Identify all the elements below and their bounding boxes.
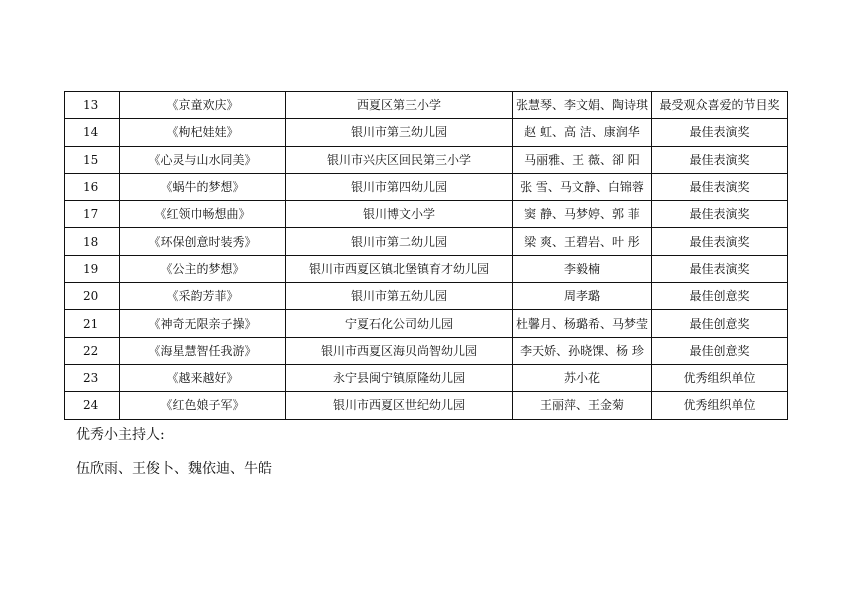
award-cell: 最佳表演奖 [652,201,788,228]
row-number-cell: 14 [65,119,120,146]
program-title-cell: 《采韵芳菲》 [120,283,286,310]
award-cell: 最佳创意奖 [652,283,788,310]
awards-table-body [65,92,788,420]
unit-cell: 银川博文小学 [286,201,513,228]
unit-cell: 银川市第三幼儿园 [286,119,513,146]
unit-cell: 银川市第四幼儿园 [286,173,513,200]
table-row [65,364,788,391]
unit-cell: 银川市西夏区世纪幼儿园 [286,392,513,419]
performers-cell: 张 雪、马文静、白锦蓉 [513,173,652,200]
award-cell: 优秀组织单位 [652,364,788,391]
award-cell: 最佳表演奖 [652,228,788,255]
award-cell: 最佳表演奖 [652,173,788,200]
row-number-cell: 13 [65,92,120,119]
unit-cell: 永宁县闽宁镇原隆幼儿园 [286,364,513,391]
program-title-cell: 《越来越好》 [120,364,286,391]
award-cell: 最佳表演奖 [652,146,788,173]
award-cell: 最佳创意奖 [652,310,788,337]
program-title-cell: 《神奇无限亲子操》 [120,310,286,337]
program-title-cell: 《枸杞娃娃》 [120,119,286,146]
performers-cell: 杜馨月、杨璐希、马梦莹 [513,310,652,337]
table-row [65,337,788,364]
unit-cell: 银川市兴庆区回民第三小学 [286,146,513,173]
unit-cell: 银川市西夏区海贝尚智幼儿园 [286,337,513,364]
performers-cell: 张慧琴、李文娟、陶诗琪 [513,92,652,119]
award-cell: 最佳创意奖 [652,337,788,364]
performers-cell: 梁 爽、王碧岩、叶 彤 [513,228,652,255]
award-cell: 最佳表演奖 [652,255,788,282]
program-title-cell: 《京童欢庆》 [120,92,286,119]
performers-cell: 赵 虹、高 洁、康润华 [513,119,652,146]
row-number-cell: 23 [65,364,120,391]
hosts-names: 伍欣雨、王俊卜、魏依迪、牛皓 [76,461,272,477]
performers-cell: 王丽萍、王金菊 [513,392,652,419]
table-row [65,283,788,310]
table-row [65,255,788,282]
table-row [65,173,788,200]
table-row [65,392,788,419]
table-row [65,201,788,228]
unit-cell: 银川市第二幼儿园 [286,228,513,255]
awards-table [64,91,788,420]
row-number-cell: 22 [65,337,120,364]
program-title-cell: 《红色娘子军》 [120,392,286,419]
program-title-cell: 《蜗牛的梦想》 [120,173,286,200]
award-cell: 最佳表演奖 [652,119,788,146]
program-title-cell: 《公主的梦想》 [120,255,286,282]
row-number-cell: 17 [65,201,120,228]
row-number-cell: 20 [65,283,120,310]
award-cell: 最受观众喜爱的节目奖 [652,92,788,119]
program-title-cell: 《环保创意时装秀》 [120,228,286,255]
row-number-cell: 19 [65,255,120,282]
program-title-cell: 《海星慧智任我游》 [120,337,286,364]
table-row [65,92,788,119]
award-cell: 优秀组织单位 [652,392,788,419]
table-row [65,146,788,173]
hosts-heading: 优秀小主持人: [76,427,165,443]
table-row [65,310,788,337]
unit-cell: 银川市西夏区镇北堡镇育才幼儿园 [286,255,513,282]
program-title-cell: 《心灵与山水同美》 [120,146,286,173]
program-title-cell: 《红领巾畅想曲》 [120,201,286,228]
performers-cell: 李毅楠 [513,255,652,282]
performers-cell: 窦 静、马梦婷、郭 菲 [513,201,652,228]
row-number-cell: 21 [65,310,120,337]
performers-cell: 马丽雅、王 薇、卻 阳 [513,146,652,173]
unit-cell: 西夏区第三小学 [286,92,513,119]
unit-cell: 银川市第五幼儿园 [286,283,513,310]
row-number-cell: 18 [65,228,120,255]
performers-cell: 李天娇、孙晓馃、杨 珍 [513,337,652,364]
table-row [65,119,788,146]
row-number-cell: 24 [65,392,120,419]
performers-cell: 苏小花 [513,364,652,391]
row-number-cell: 16 [65,173,120,200]
row-number-cell: 15 [65,146,120,173]
table-row [65,228,788,255]
unit-cell: 宁夏石化公司幼儿园 [286,310,513,337]
performers-cell: 周孝璐 [513,283,652,310]
